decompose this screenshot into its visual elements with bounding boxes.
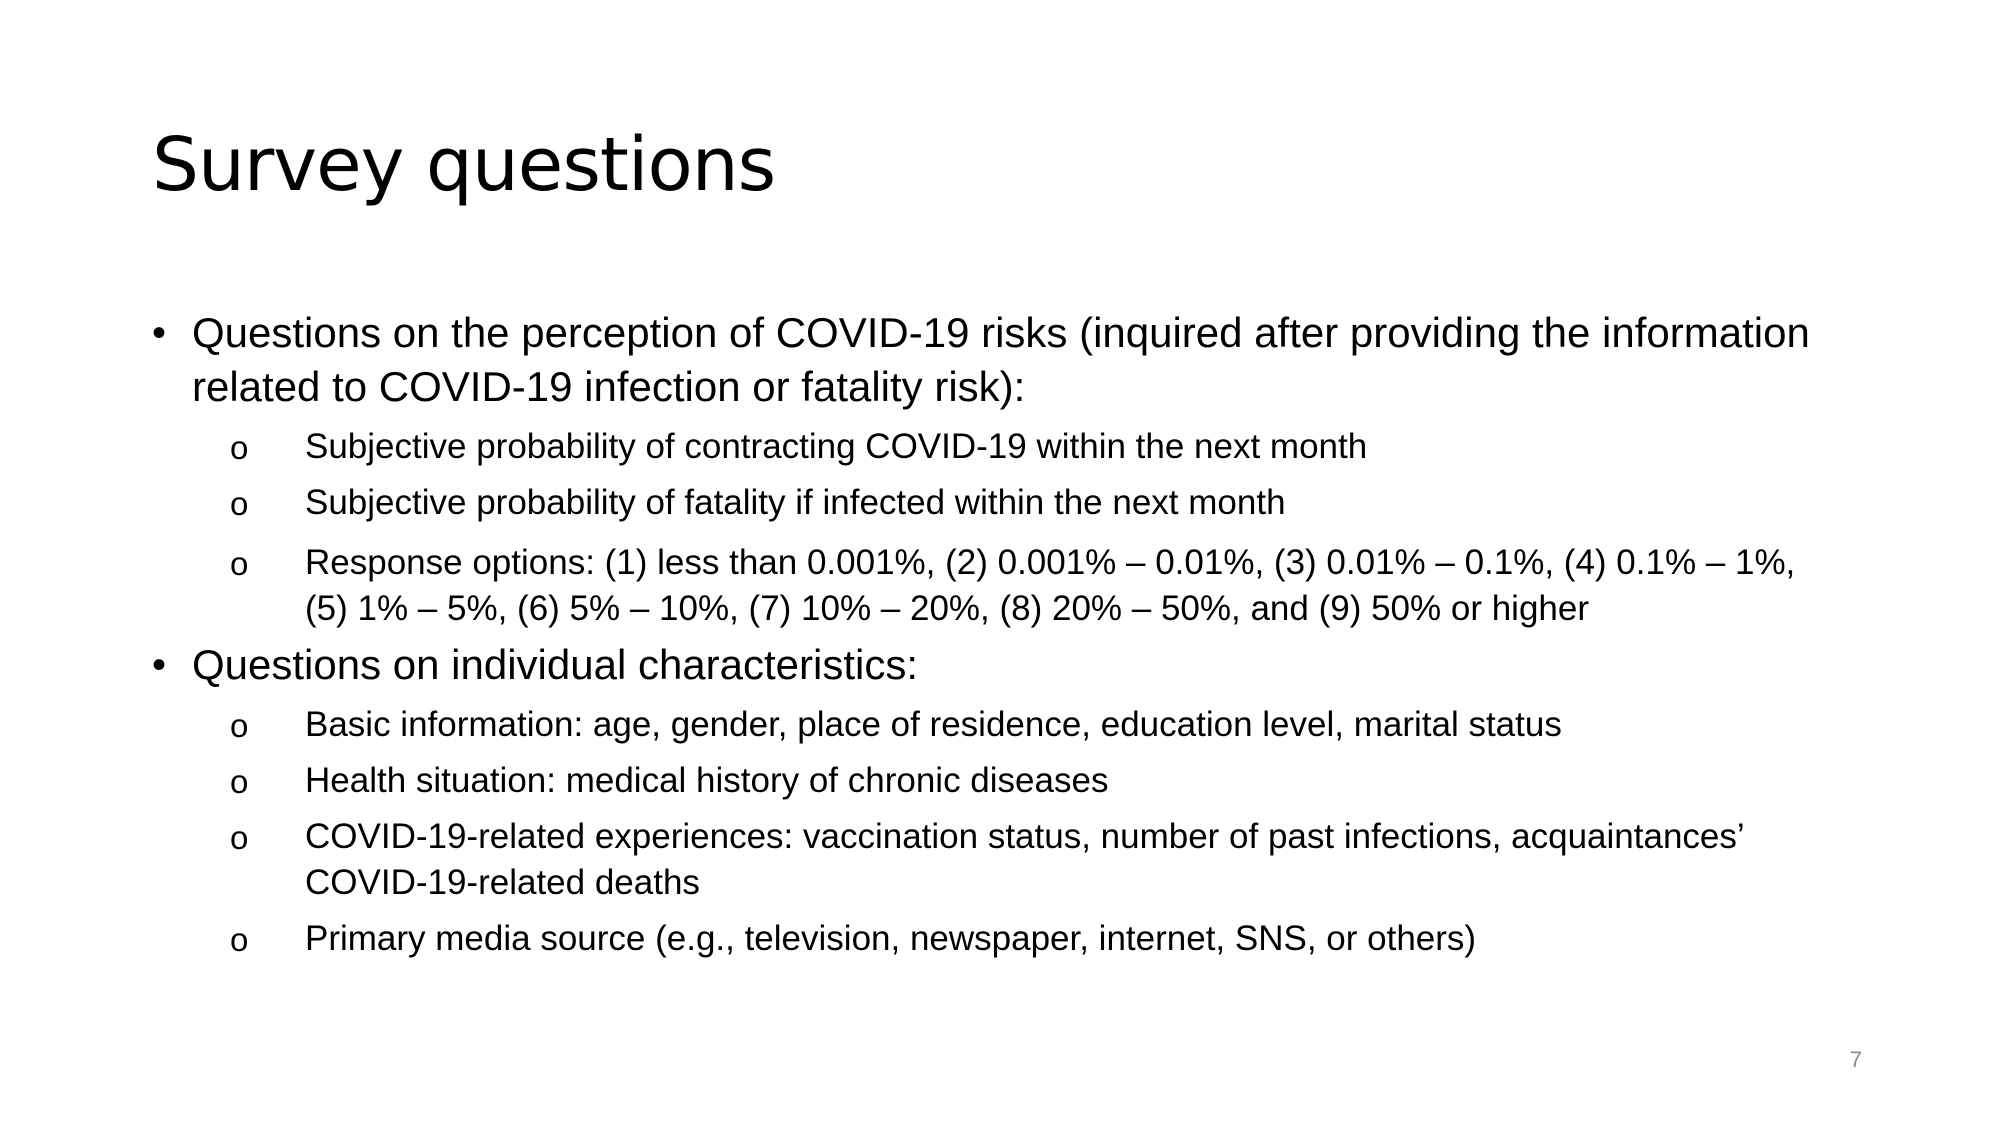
- bullet-item: [152, 638, 1832, 692]
- sub-bullet-text: Subjective probability of fatality if infected within the next month: [305, 483, 1286, 522]
- bullet-item: [152, 306, 1832, 414]
- bullet-text: Questions on individual characteristics:: [192, 641, 919, 688]
- sub-bullet-text: Subjective probability of contracting COVID-19 within the next month: [305, 427, 1368, 466]
- hollow-circle-icon: o: [230, 429, 249, 466]
- sub-bullet-text: Primary media source (e.g., television, newspaper, internet, SNS, or others): [305, 919, 1477, 958]
- sub-bullet-item: [152, 758, 1832, 804]
- bullet-text: Questions on the perception of COVID-19 risks (inquired after providing the information related to COVID-19 infection or fatality risk):: [192, 309, 1810, 410]
- bullet-group-risk-perception: [152, 306, 1832, 632]
- bullet-dot-icon: •: [152, 311, 167, 355]
- hollow-circle-icon: o: [230, 485, 249, 522]
- sub-bullet-text: COVID-19-related experiences: vaccination status, number of past infections, acquaintances’ COVID-19-related deaths: [305, 817, 1744, 902]
- bullet-dot-icon: •: [152, 643, 167, 687]
- sub-bullet-item: [152, 702, 1832, 748]
- sub-bullet-item: [152, 480, 1832, 526]
- page-number: 7: [1849, 1047, 1862, 1072]
- hollow-circle-icon: o: [230, 921, 249, 958]
- slide-title: Survey questions: [152, 122, 776, 208]
- sub-bullet-text: Basic information: age, gender, place of residence, education level, marital status: [305, 705, 1562, 744]
- slide-content: [152, 306, 1832, 968]
- bullet-group-individual-characteristics: [152, 638, 1832, 962]
- hollow-circle-icon: o: [230, 763, 249, 800]
- hollow-circle-icon: o: [230, 545, 249, 582]
- sub-bullet-text: Health situation: medical history of chronic diseases: [305, 761, 1109, 800]
- sub-bullet-item: [152, 916, 1832, 962]
- sub-bullet-item: [152, 424, 1832, 470]
- sub-bullet-item: [152, 540, 1832, 632]
- sub-bullet-text: Response options: (1) less than 0.001%, (2) 0.001% – 0.01%, (3) 0.01% – 0.1%, (4) 0.1% – 1%, (5) 1% – 5%, (6) 5% – 10%, (7) 10% – 20%, (8) 20% – 50%, and (9) 50% or higher: [305, 543, 1796, 628]
- hollow-circle-icon: o: [230, 819, 249, 856]
- sub-bullet-item: [152, 814, 1832, 906]
- hollow-circle-icon: o: [230, 707, 249, 744]
